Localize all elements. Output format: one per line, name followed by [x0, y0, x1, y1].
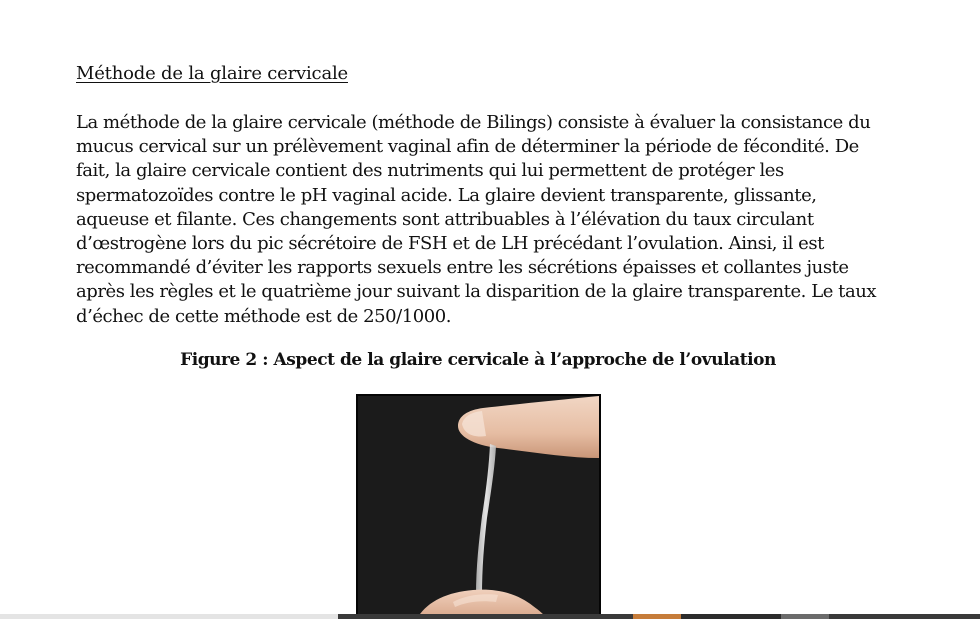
- paragraph-line: mucus cervical sur un prélèvement vaginal afin de déterminer la période de fécondité. De: [76, 136, 859, 158]
- strip-segment: [781, 614, 829, 619]
- bottom-scroll-strip: [0, 614, 980, 619]
- paragraph-line: aqueuse et filante. Ces changements sont attribuables à l’élévation du taux circulant: [76, 208, 814, 230]
- strip-segment: [633, 614, 681, 619]
- paragraph-line: après les règles et le quatrième jour suivant la disparition de la glaire transparente. Le taux: [76, 281, 877, 303]
- strip-segment: [829, 614, 980, 619]
- paragraph-line: La méthode de la glaire cervicale (méthode de Bilings) consiste à évaluer la consistance du: [76, 112, 871, 133]
- cervical-mucus-photo: [358, 396, 599, 617]
- paragraph-line: recommandé d’éviter les rapports sexuels entre les sécrétions épaisses et collantes juste: [76, 257, 849, 279]
- paragraph-line: fait, la glaire cervicale contient des nutriments qui lui permettent de protéger les: [76, 160, 784, 182]
- figure-caption: Figure 2 : Aspect de la glaire cervicale à l’approche de l’ovulation: [180, 350, 776, 370]
- strip-segment: [338, 614, 633, 619]
- section-heading: Méthode de la glaire cervicale: [76, 63, 348, 84]
- body-paragraph: [76, 111, 896, 329]
- figure-image: [356, 394, 601, 619]
- paragraph-line: d’œstrogène lors du pic sécrétoire de FSH et de LH précédant l’ovulation. Ainsi, il est: [76, 232, 824, 254]
- strip-segment: [681, 614, 781, 619]
- paragraph-line: spermatozoïdes contre le pH vaginal acide. La glaire devient transparente, glissante,: [76, 184, 817, 206]
- paragraph-line: d’échec de cette méthode est de 250/1000.: [76, 305, 452, 327]
